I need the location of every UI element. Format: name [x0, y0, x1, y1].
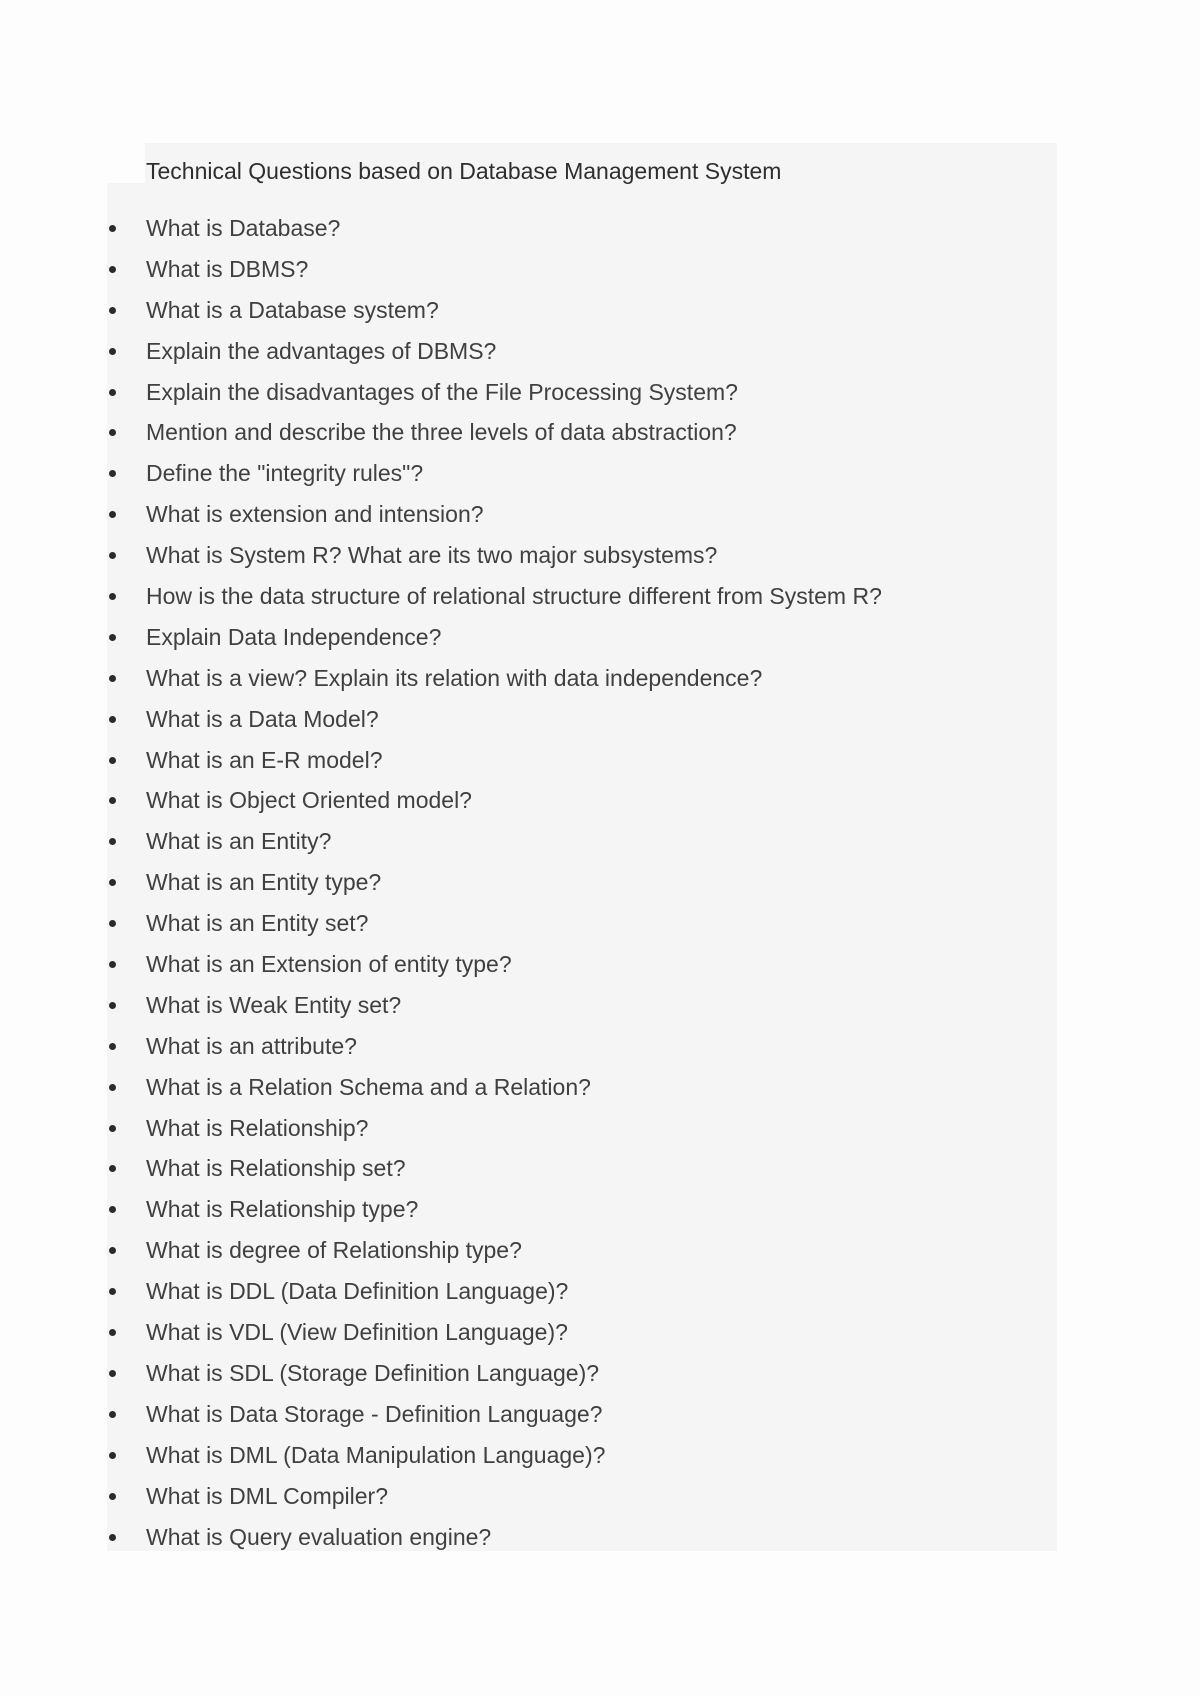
list-item	[107, 535, 1057, 576]
bullet-icon	[109, 634, 116, 641]
question-text: Explain the advantages of DBMS?	[146, 337, 497, 364]
list-item	[107, 658, 1057, 699]
question-text: Mention and describe the three levels of data abstraction?	[146, 419, 737, 446]
question-text: What is Relationship?	[146, 1114, 369, 1141]
bullet-icon	[109, 1452, 116, 1459]
list-item	[107, 249, 1057, 290]
bullet-icon	[109, 757, 116, 764]
question-text: What is Data Storage - Definition Language?	[146, 1400, 603, 1427]
question-text: What is an Entity?	[146, 828, 332, 855]
question-text: What is a Database system?	[146, 296, 439, 323]
question-text: What is Relationship type?	[146, 1196, 419, 1223]
list-item	[107, 740, 1057, 781]
list-item	[107, 1476, 1057, 1517]
list-item	[107, 821, 1057, 862]
list-item	[107, 290, 1057, 331]
list-item	[107, 1517, 1057, 1558]
bullet-icon	[109, 961, 116, 968]
bullet-icon	[109, 716, 116, 723]
list-item	[107, 780, 1057, 821]
question-list	[107, 208, 1057, 1557]
question-text: What is degree of Relationship type?	[146, 1237, 522, 1264]
list-item	[107, 1189, 1057, 1230]
list-item	[107, 453, 1057, 494]
list-item	[107, 617, 1057, 658]
title-margin	[107, 143, 145, 183]
question-text: What is an attribute?	[146, 1032, 357, 1059]
bullet-icon	[109, 675, 116, 682]
question-text: What is VDL (View Definition Language)?	[146, 1319, 568, 1346]
list-item	[107, 1026, 1057, 1067]
question-text: What is Relationship set?	[146, 1155, 406, 1182]
question-text: What is Weak Entity set?	[146, 991, 402, 1018]
bullet-icon	[109, 1247, 116, 1254]
question-text: What is DBMS?	[146, 255, 309, 282]
question-text: What is a Relation Schema and a Relation?	[146, 1073, 591, 1100]
bullet-icon	[109, 1002, 116, 1009]
bullet-icon	[109, 920, 116, 927]
list-item	[107, 494, 1057, 535]
bullet-icon	[109, 348, 116, 355]
question-text: What is extension and intension?	[146, 501, 484, 528]
list-item	[107, 576, 1057, 617]
bullet-icon	[109, 1534, 116, 1541]
bullet-icon	[109, 1493, 116, 1500]
question-text: What is SDL (Storage Definition Language)?	[146, 1359, 600, 1386]
list-item	[107, 985, 1057, 1026]
list-item	[107, 331, 1057, 372]
question-text: Define the "integrity rules"?	[146, 460, 424, 487]
question-text: What is System R? What are its two major subsystems?	[146, 542, 718, 569]
bullet-icon	[109, 389, 116, 396]
bullet-icon	[109, 1084, 116, 1091]
question-text: What is Object Oriented model?	[146, 787, 472, 814]
list-item	[107, 372, 1057, 413]
list-item	[107, 903, 1057, 944]
list-item	[107, 1230, 1057, 1271]
list-item	[107, 699, 1057, 740]
list-item	[107, 1148, 1057, 1189]
list-item	[107, 1312, 1057, 1353]
question-text: What is DDL (Data Definition Language)?	[146, 1278, 569, 1305]
list-item	[107, 1108, 1057, 1149]
bullet-icon	[109, 552, 116, 559]
bullet-icon	[109, 1125, 116, 1132]
bullet-icon	[109, 1370, 116, 1377]
bullet-icon	[109, 511, 116, 518]
list-item	[107, 1271, 1057, 1312]
bullet-icon	[109, 593, 116, 600]
list-item	[107, 1067, 1057, 1108]
list-item	[107, 1353, 1057, 1394]
question-text: What is DML Compiler?	[146, 1482, 388, 1509]
question-text: What is an E-R model?	[146, 746, 383, 773]
list-item	[107, 944, 1057, 985]
bullet-icon	[109, 1043, 116, 1050]
question-text: What is a Data Model?	[146, 705, 379, 732]
list-item	[107, 412, 1057, 453]
question-text: What is Query evaluation engine?	[146, 1523, 492, 1550]
bullet-icon	[109, 1165, 116, 1172]
list-item	[107, 862, 1057, 903]
bullet-icon	[109, 470, 116, 477]
document-title: Technical Questions based on Database Management System	[146, 158, 782, 184]
bullet-icon	[109, 429, 116, 436]
list-item	[107, 208, 1057, 249]
bullet-icon	[109, 1329, 116, 1336]
question-text: Explain Data Independence?	[146, 623, 442, 650]
bullet-icon	[109, 307, 116, 314]
bullet-icon	[109, 797, 116, 804]
question-text: Explain the disadvantages of the File Processing System?	[146, 378, 738, 405]
question-text: What is DML (Data Manipulation Language)?	[146, 1441, 606, 1468]
bullet-icon	[109, 1411, 116, 1418]
question-text: How is the data structure of relational structure different from System R?	[146, 583, 882, 610]
bullet-icon	[109, 225, 116, 232]
bullet-icon	[109, 1206, 116, 1213]
question-text: What is an Entity set?	[146, 910, 369, 937]
list-item	[107, 1394, 1057, 1435]
question-text: What is an Extension of entity type?	[146, 951, 512, 978]
question-text: What is an Entity type?	[146, 869, 382, 896]
bullet-icon	[109, 1288, 116, 1295]
question-text: What is a view? Explain its relation with data independence?	[146, 664, 763, 691]
bullet-icon	[109, 838, 116, 845]
list-item	[107, 1435, 1057, 1476]
question-text: What is Database?	[146, 215, 341, 241]
bullet-icon	[109, 879, 116, 886]
bullet-icon	[109, 266, 116, 273]
